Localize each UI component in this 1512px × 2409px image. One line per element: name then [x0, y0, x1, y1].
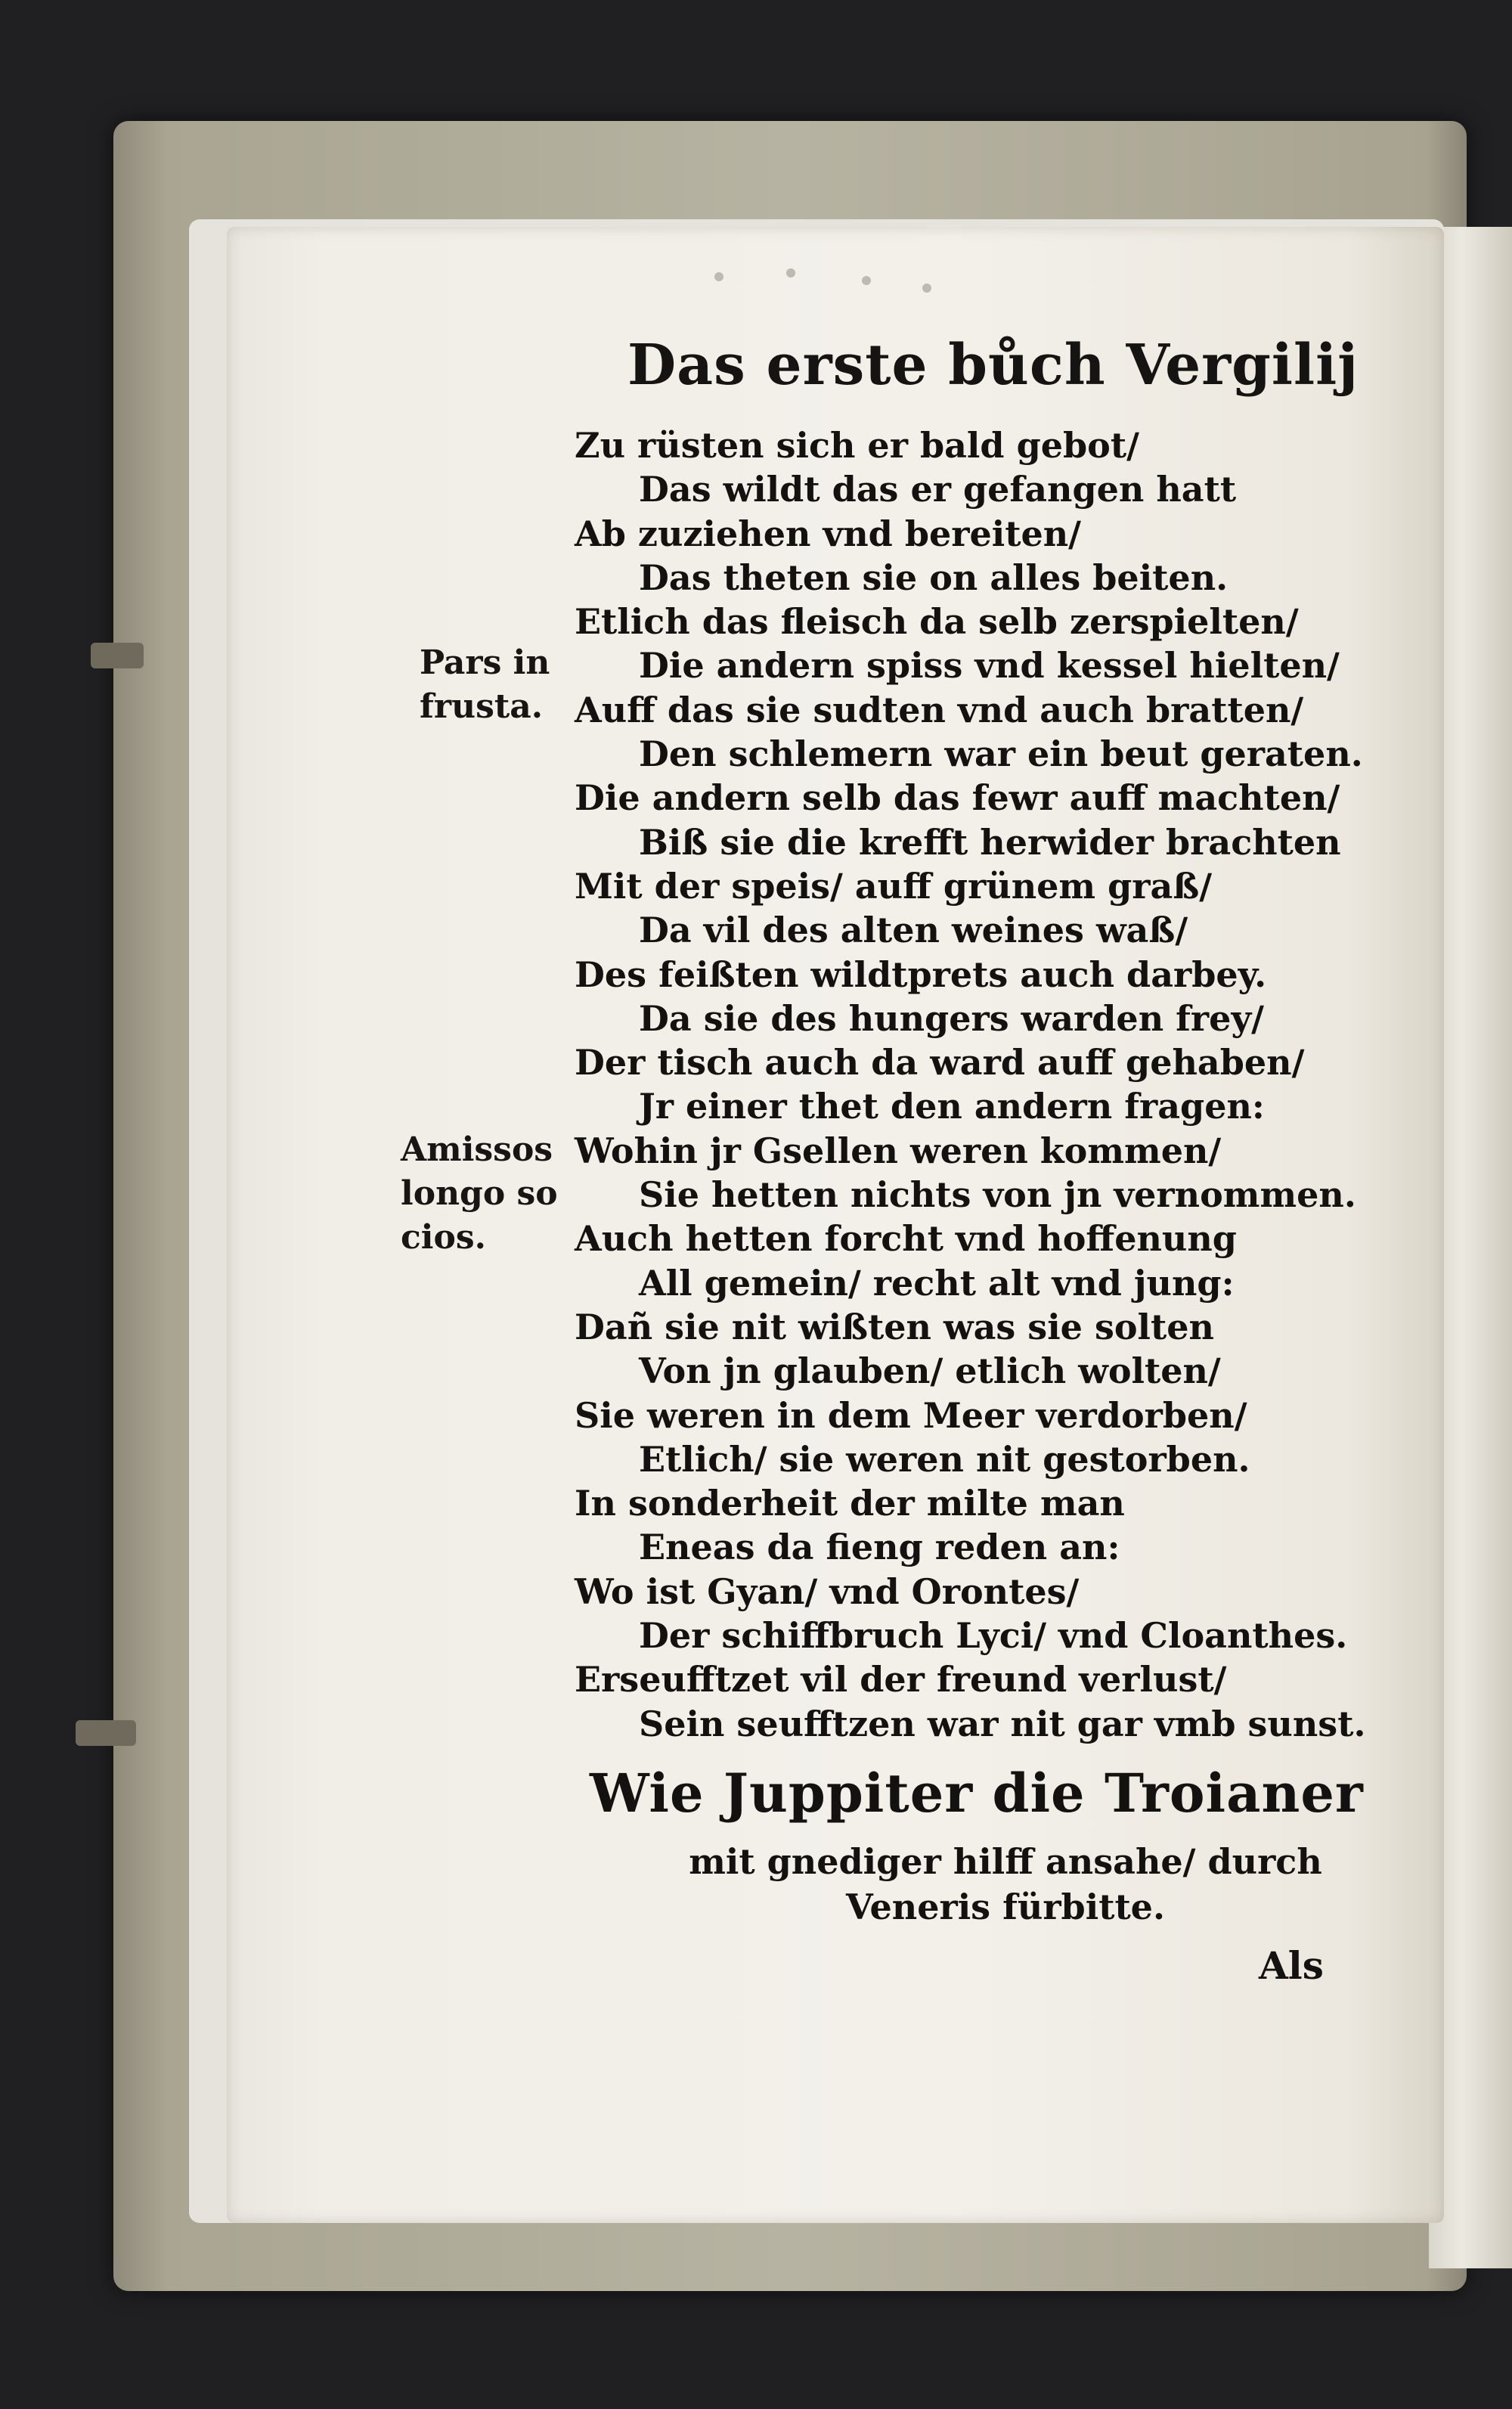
gloss-line: frusta.	[420, 687, 544, 726]
ink-speck	[714, 272, 723, 281]
verse-line: Eneas da fieng reden an:	[639, 1527, 1120, 1568]
verse-line: Zu rüsten sich er bald gebot/	[575, 425, 1139, 466]
verse-line: Das theten sie on alles beiten.	[639, 557, 1228, 598]
verse-line: Ab zuziehen vnd bereiten/	[575, 513, 1081, 554]
gloss-line: Amissos	[401, 1130, 553, 1169]
verse-line: Wohin jr Gsellen weren kommen/	[575, 1130, 1222, 1171]
verse-line: Die andern spiss vnd kessel hielten/	[639, 645, 1340, 687]
verse-line: Der tisch auch da ward auff gehaben/	[575, 1042, 1305, 1084]
verse-line: Biß sie die krefft herwider brachten	[639, 821, 1341, 863]
section-heading: Wie Juppiter die Troianer	[590, 1762, 1364, 1825]
gloss-line: Pars in	[420, 643, 550, 682]
verse-line: Dañ sie nit wißten was sie solten	[575, 1306, 1214, 1347]
verse-line: Von jn glauben/ etlich wolten/	[639, 1350, 1221, 1392]
marginal-gloss-amissos	[401, 1128, 558, 1260]
verse-line: Den schlemern war ein beut geraten.	[639, 733, 1363, 775]
clasp-lower	[76, 1720, 136, 1746]
verse-line: Auch hetten forcht vnd hoffenung	[575, 1218, 1237, 1260]
verse-line: Wo ist Gyan/ vnd Orontes/	[575, 1570, 1080, 1612]
verse-line: Das wildt das er gefangen hatt	[639, 469, 1237, 510]
subheading-line: mit gnediger hilff ansahe/ durch	[689, 1841, 1322, 1882]
marginal-gloss-pars	[420, 641, 550, 729]
catchword: Als	[1259, 1943, 1324, 1988]
verse-line: Da sie des hungers warden frey/	[639, 997, 1264, 1039]
gloss-line: cios.	[401, 1218, 486, 1257]
verse-line: Des feißten wildtprets auch darbey.	[575, 953, 1267, 995]
verse-line: Jr einer thet den andern fragen:	[639, 1086, 1265, 1127]
verse-line: Sie weren in dem Meer verdorben/	[575, 1394, 1247, 1436]
ink-speck	[862, 276, 871, 285]
verse-line: Die andern selb das fewr auff machten/	[575, 777, 1340, 819]
verse-block	[575, 423, 1366, 1746]
ink-speck	[922, 284, 931, 293]
clasp-upper	[91, 643, 144, 668]
verse-line: Sein seufftzen war nit gar vmb sunst.	[639, 1703, 1366, 1744]
verse-line: Der schiffbruch Lyci/ vnd Cloanthes.	[639, 1615, 1348, 1657]
running-head: Das erste bůch Vergilij	[627, 333, 1359, 398]
verse-line: In sonderheit der milte man	[575, 1483, 1125, 1524]
verse-line: Etlich/ sie weren nit gestorben.	[639, 1438, 1250, 1480]
verse-line: All gemein/ recht alt vnd jung:	[639, 1262, 1235, 1304]
verse-line: Da vil des alten weines waß/	[639, 910, 1188, 951]
verse-line: Auff das sie sudten vnd auch bratten/	[575, 689, 1304, 730]
verse-line: Sie hetten nichts von jn vernommen.	[639, 1174, 1356, 1216]
verse-line: Mit der speis/ auff grünem graß/	[575, 865, 1213, 907]
ink-speck	[786, 268, 795, 277]
subheading-line: Veneris fürbitte.	[846, 1887, 1165, 1927]
gloss-line: longo so	[401, 1174, 558, 1213]
verse-line: Erseufftzet vil der freund verlust/	[575, 1659, 1227, 1701]
section-subheading	[665, 1839, 1346, 1930]
verse-line: Etlich das fleisch da selb zerspielten/	[575, 601, 1299, 643]
